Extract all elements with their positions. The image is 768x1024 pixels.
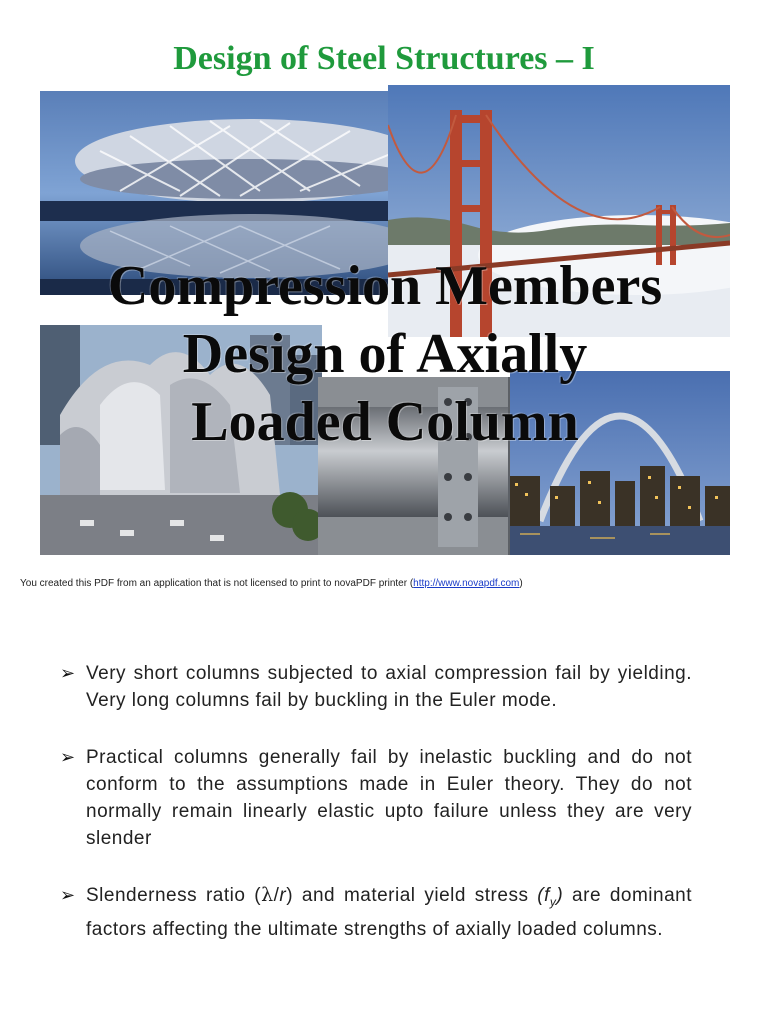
yield-stress-symbol: (f — [537, 885, 550, 906]
page-title: Design of Steel Structures – I — [173, 40, 595, 77]
bullet-text-part: ) — [556, 885, 564, 906]
bullet-item-practical-columns — [60, 744, 692, 852]
bullet-arrow-icon: ➢ — [60, 885, 76, 905]
bullet-arrow-icon: ➢ — [60, 663, 76, 683]
bullet-text-part: / — [273, 885, 280, 906]
watermark-suffix: ) — [519, 578, 523, 589]
novapdf-link[interactable]: http://www.novapdf.com — [413, 578, 520, 589]
lambda-symbol: λ — [261, 884, 274, 906]
bullet-text: Practical columns generally fail by inelastic buckling and do not conform to the assumptions made in Euler theory. They do not normally remain linearly elastic upto failure unless they are very slender — [86, 747, 692, 849]
bullet-text-part: ) and material yield stress — [286, 885, 538, 906]
cover-title-line-1: Compression Members — [107, 255, 663, 317]
cover-title-line-2: Design of Axially — [182, 323, 588, 385]
radius-symbol: r — [279, 885, 287, 906]
bullet-arrow-icon: ➢ — [60, 747, 76, 767]
bullet-text-part: are dominant factors affecting the ultimate strengths of axially loaded columns. — [86, 885, 693, 940]
cover-title-line-3: Loaded Column — [191, 391, 579, 453]
bullet-item-slenderness — [60, 882, 692, 943]
bullet-text — [86, 882, 692, 943]
bullet-text-part: Slenderness ratio ( — [86, 885, 262, 906]
yield-subscript: y — [549, 894, 557, 909]
cover-title — [40, 252, 730, 456]
novapdf-watermark — [20, 578, 760, 589]
watermark-prefix: You created this PDF from an application that is not licensed to print to novaPDF printer ( — [20, 578, 414, 589]
bullet-text: Very short columns subjected to axial compression fail by yielding. Very long columns fail by buckling in the Euler mode. — [86, 663, 692, 711]
bullet-list — [60, 660, 692, 973]
bullet-item-short-long-columns — [60, 660, 692, 714]
